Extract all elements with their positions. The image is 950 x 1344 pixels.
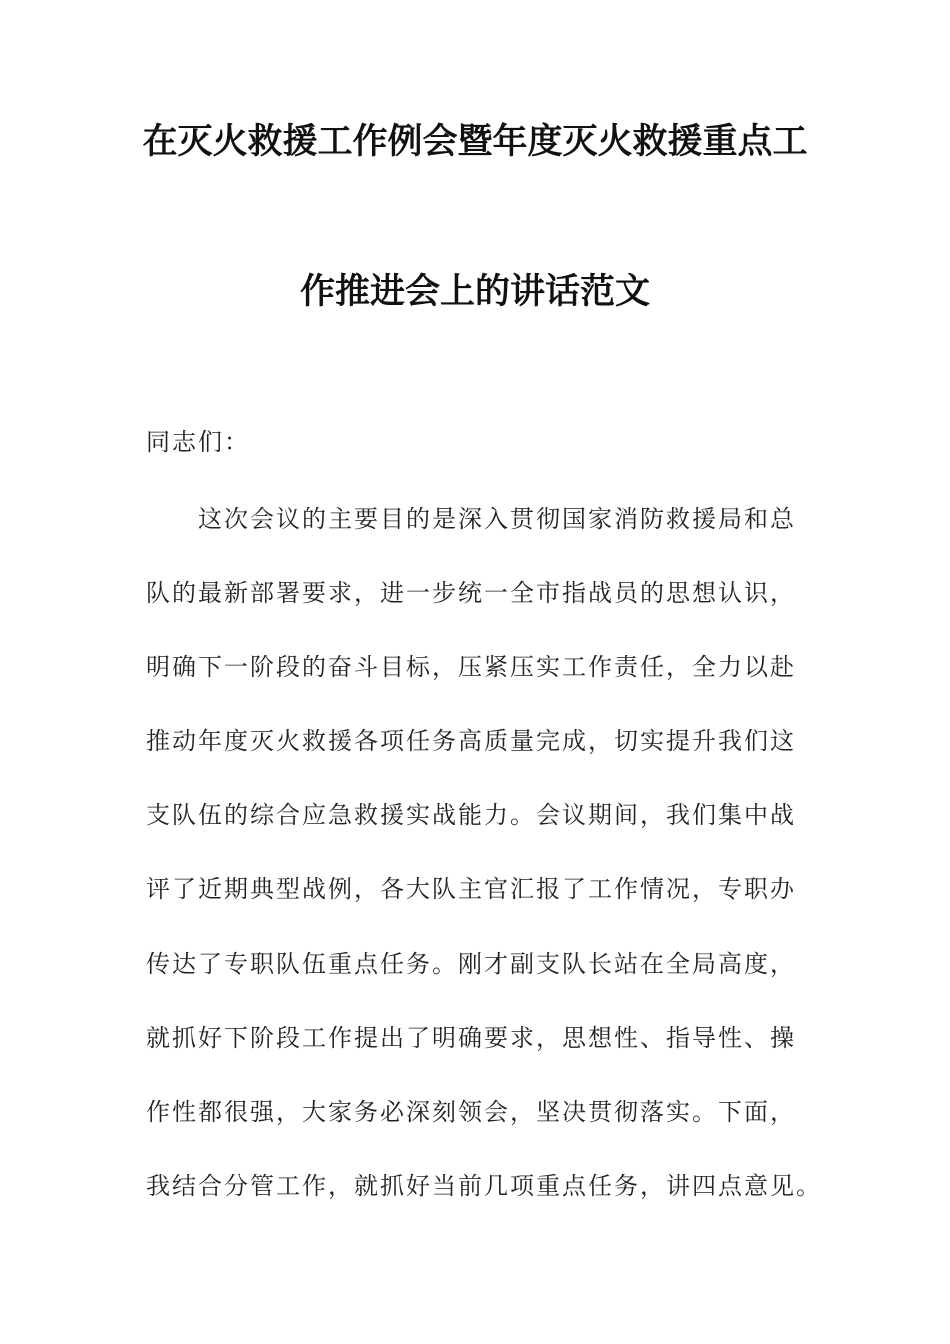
paragraph-line-8: 就抓好下阶段工作提出了明确要求，思想性、指导性、操 — [146, 1024, 796, 1052]
paragraph-line-1: 这次会议的主要目的是深入贯彻国家消防救援局和总 — [198, 505, 796, 533]
paragraph-line-5: 支队伍的综合应急救援实战能力。会议期间，我们集中战 — [146, 801, 796, 829]
document-title-line-1: 在灭火救援工作例会暨年度灭火救援重点工 — [142, 122, 808, 162]
paragraph-line-4: 推动年度灭火救援各项任务高质量完成，切实提升我们这 — [146, 727, 796, 755]
greeting: 同志们： — [146, 428, 250, 456]
paragraph-line-7: 传达了专职队伍重点任务。刚才副支队长站在全局高度， — [146, 950, 796, 978]
paragraph-line-2: 队的最新部署要求，进一步统一全市指战员的思想认识， — [146, 579, 796, 607]
paragraph-line-6: 评了近期典型战例，各大队主官汇报了工作情况，专职办 — [146, 875, 796, 903]
paragraph-line-10: 我结合分管工作，就抓好当前几项重点任务，讲四点意见。 — [146, 1172, 822, 1200]
paragraph-line-9: 作性都很强，大家务必深刻领会，坚决贯彻落实。下面， — [146, 1098, 796, 1126]
paragraph-line-3: 明确下一阶段的奋斗目标，压紧压实工作责任，全力以赴 — [146, 653, 796, 681]
document-title-line-2: 作推进会上的讲话范文 — [299, 272, 650, 312]
